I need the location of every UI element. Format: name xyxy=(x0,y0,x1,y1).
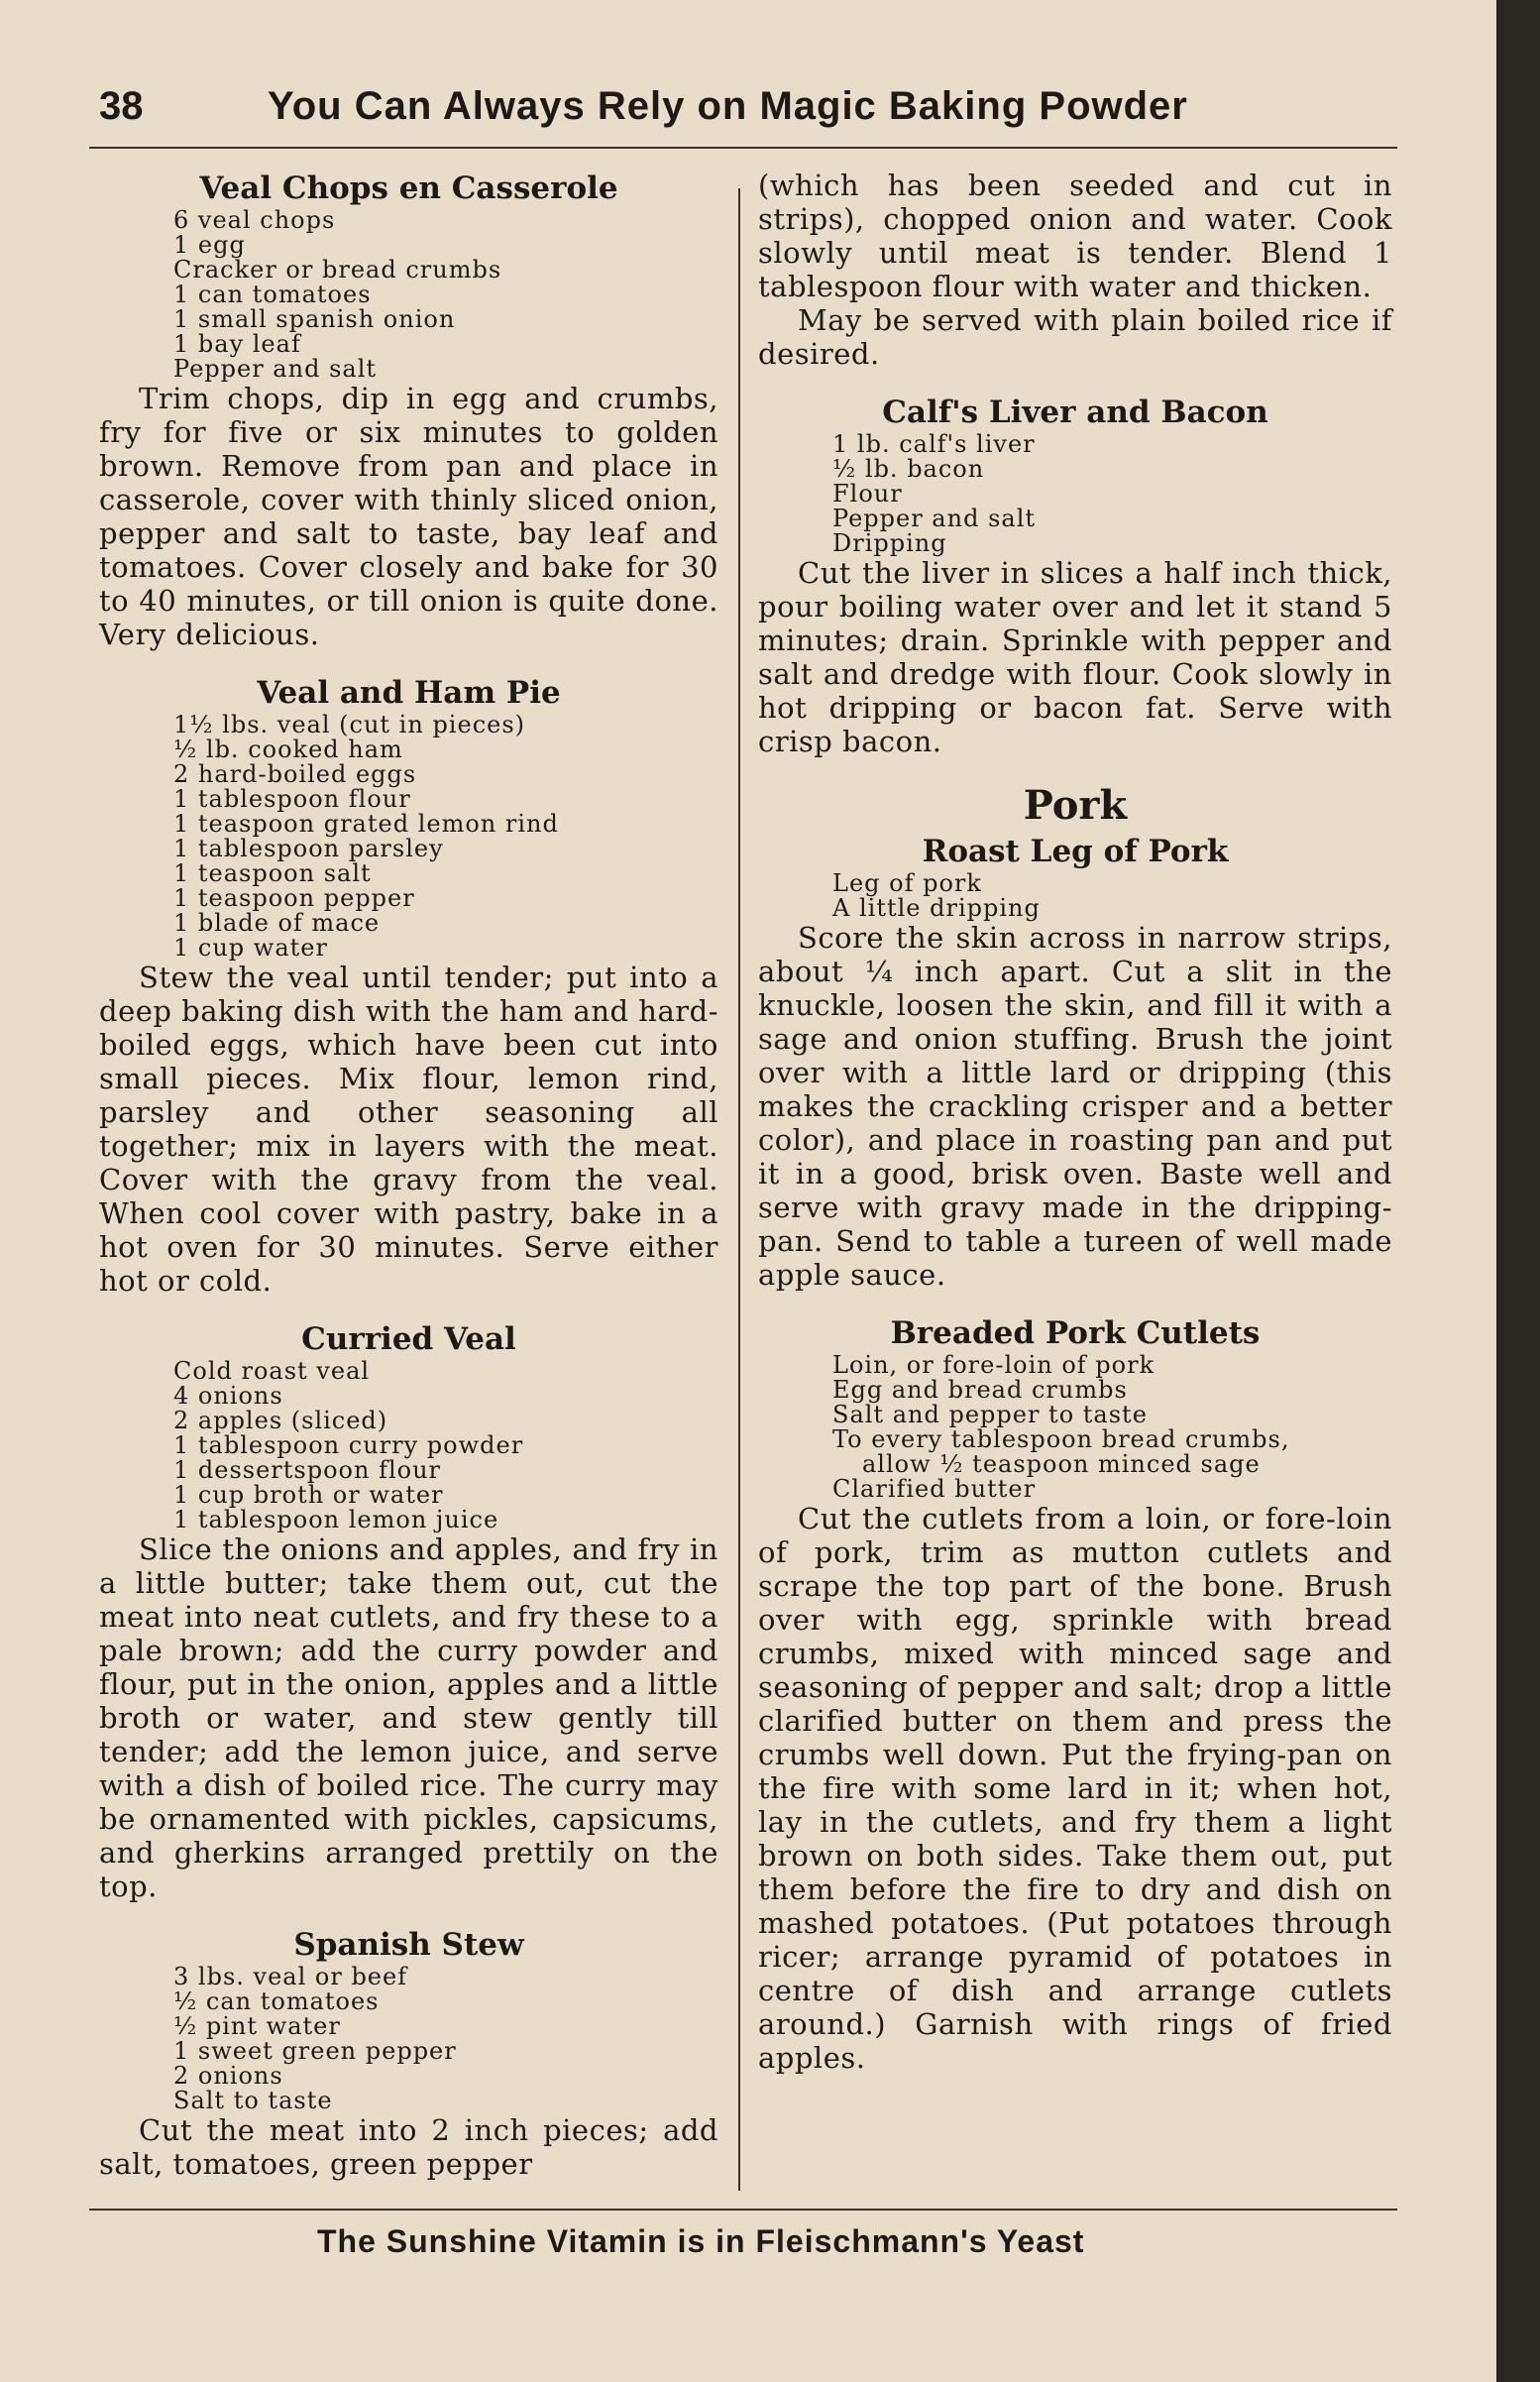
ingredient: Leg of pork xyxy=(832,869,982,897)
ingredient: 3 lbs. veal or beef xyxy=(173,1963,408,1990)
recipe-title: Veal and Ham Pie xyxy=(257,675,561,711)
ingredient: 1 can tomatoes xyxy=(173,281,372,308)
recipe-method: Score the skin across in narrow strips, about ¼ inch apart. Cut a slit in the knuckle, loosen the skin, and fill it with a sage and onion stuffing. Brush the joint over with a little lard or dripping (this makes the crackling crisper and a better color), and place in roasting pan and put it in a good, brisk oven. Baste well and serve with gravy made in the dripping-pan. Send to table a tureen of well made apple sauce. xyxy=(758,921,1392,1292)
ingredient: To every tablespoon bread crumbs, xyxy=(832,1425,1290,1453)
ingredient: 1 blade of mace xyxy=(173,909,381,937)
recipe-roast-leg-of-pork xyxy=(758,832,1392,1292)
recipe-title: Roast Leg of Pork xyxy=(922,834,1229,869)
ingredient: allow ½ teaspoon minced sage xyxy=(862,1450,1261,1478)
ingredient: 2 hard-boiled eggs xyxy=(173,760,417,788)
ingredient: 1 teaspoon salt xyxy=(173,859,372,887)
ingredient: 1½ lbs. veal (cut in pieces) xyxy=(173,711,526,738)
ingredient: 1 egg xyxy=(173,231,246,259)
ingredient: Loin, or fore-loin of pork xyxy=(832,1351,1155,1379)
column-divider xyxy=(738,188,740,2191)
ingredient: 1 sweet green pepper xyxy=(173,2037,457,2065)
ingredient: 1 dessertspoon flour xyxy=(173,1456,442,1484)
recipe-veal-ham-pie xyxy=(99,673,718,1298)
recipe-spanish-stew-continued xyxy=(758,169,1392,371)
recipe-method: Stew the veal until tender; put into a deep baking dish with the ham and hard-boiled eggs, which have been cut into small pieces. Mix flour, lemon rind, parsley and other seasoning all together; mix in layers with the meat. Cover with the gravy from the veal. When cool cover with pastry, bake in a hot oven for 30 minutes. Serve either hot or cold. xyxy=(99,961,718,1298)
ingredient: Pepper and salt xyxy=(832,505,1037,532)
ingredient: ½ lb. cooked ham xyxy=(173,736,403,763)
ingredient: 6 veal chops xyxy=(173,206,336,234)
right-column xyxy=(758,169,1392,2097)
ingredient: ½ lb. bacon xyxy=(832,455,985,483)
ingredient: 2 onions xyxy=(173,2062,283,2090)
ingredient-list xyxy=(99,208,718,382)
ingredient: 4 onions xyxy=(173,1382,283,1410)
ingredient: Pepper and salt xyxy=(173,355,378,383)
header-rule xyxy=(89,147,1397,149)
left-column xyxy=(99,169,718,2203)
ingredient: 1 tablespoon parsley xyxy=(173,835,444,862)
ingredient: Salt and pepper to taste xyxy=(832,1401,1148,1428)
recipe-curried-veal xyxy=(99,1319,718,1903)
ingredient-list xyxy=(758,871,1392,921)
page-number: 38 xyxy=(99,84,144,128)
ingredient-list xyxy=(99,1359,718,1532)
ingredient-list xyxy=(758,1353,1392,1502)
ingredient: 1 tablespoon lemon juice xyxy=(173,1506,499,1533)
recipe-breaded-pork-cutlets xyxy=(758,1313,1392,2075)
ingredient: 1 small spanish onion xyxy=(173,305,456,333)
ingredient: 1 bay leaf xyxy=(173,330,301,358)
ingredient-list xyxy=(99,713,718,961)
ingredient: 1 teaspoon pepper xyxy=(173,884,415,912)
recipe-title: Veal Chops en Casserole xyxy=(199,170,618,206)
footer-advert: The Sunshine Vitamin is in Fleischmann's Yeast xyxy=(317,2223,1085,2259)
ingredient: 1 tablespoon flour xyxy=(173,785,411,813)
ingredient: 1 teaspoon grated lemon rind xyxy=(173,810,559,838)
recipe-title: Breaded Pork Cutlets xyxy=(890,1315,1261,1351)
ingredient-list xyxy=(758,432,1392,556)
page-header xyxy=(99,84,1407,144)
ingredient: A little dripping xyxy=(832,894,1041,922)
ingredient: Dripping xyxy=(832,529,947,557)
recipe-serving-note: May be served with plain boiled rice if desired. xyxy=(758,303,1392,371)
recipe-method: Trim chops, dip in egg and crumbs, fry for five or six minutes to golden brown. Remove from pan and place in casserole, cover with thinly sliced onion, pepper and salt to taste, bay leaf and tomatoes. Cover closely and bake for 30 to 40 minutes, or till onion is quite done. Very delicious. xyxy=(99,382,718,651)
ingredient: Salt to taste xyxy=(173,2087,333,2114)
recipe-method: Cut the liver in slices a half inch thick, pour boiling water over and let it stand 5 minutes; drain. Sprinkle with pepper and salt and dredge with flour. Cook slowly in hot dripping or bacon fat. Serve with crisp bacon. xyxy=(758,556,1392,758)
section-title-pork: Pork xyxy=(1023,782,1128,829)
footer-rule xyxy=(89,2209,1397,2211)
recipe-spanish-stew xyxy=(99,1925,718,2181)
recipe-calfs-liver xyxy=(758,393,1392,758)
recipe-veal-chops xyxy=(99,169,718,651)
ingredient: 1 cup broth or water xyxy=(173,1481,444,1509)
recipe-title: Spanish Stew xyxy=(293,1927,524,1963)
ingredient: Cold roast veal xyxy=(173,1357,371,1385)
ingredient: 1 cup water xyxy=(173,934,328,962)
page-title: You Can Always Rely on Magic Baking Powder xyxy=(268,84,1188,128)
ingredient: 1 tablespoon curry powder xyxy=(173,1431,524,1459)
ingredient: Cracker or bread crumbs xyxy=(173,256,502,284)
recipe-method: Slice the onions and apples, and fry in a little butter; take them out, cut the meat into neat cutlets, and fry these to a pale brown; add the curry powder and flour, put in the onion, apples and a little broth or water, and stew gently till tender; add the lemon juice, and serve with a dish of boiled rice. The curry may be ornamented with pickles, capsicums, and gherkins arranged prettily on the top. xyxy=(99,1532,718,1903)
ingredient: Clarified butter xyxy=(832,1475,1037,1503)
recipe-method: Cut the meat into 2 inch pieces; add salt, tomatoes, green pepper xyxy=(99,2113,718,2181)
recipe-title: Curried Veal xyxy=(301,1321,516,1357)
ingredient: Flour xyxy=(832,480,903,508)
ingredient-list xyxy=(99,1965,718,2113)
recipe-title: Calf's Liver and Bacon xyxy=(882,395,1268,430)
recipe-method-continued: (which has been seeded and cut in strips), chopped onion and water. Cook slowly until meat is tender. Blend 1 tablespoon flour with water and thicken. xyxy=(758,169,1392,303)
ingredient: ½ can tomatoes xyxy=(173,1987,380,2015)
recipe-method: Cut the cutlets from a loin, or fore-loin of pork, trim as mutton cutlets and scrape the top part of the bone. Brush over with egg, sprinkle with bread crumbs, mixed with minced sage and seasoning of pepper and salt; drop a little clarified butter on them and press the crumbs well down. Put the frying-pan on the fire with some lard in it; when hot, lay in the cutlets, and fry them a light brown on both sides. Take them out, put them before the fire to dry and dish on mashed potatoes. (Put potatoes through ricer; arrange pyramid of potatoes in centre of dish and arrange cutlets around.) Garnish with rings of fried apples. xyxy=(758,1502,1392,2075)
ingredient: ½ pint water xyxy=(173,2012,341,2040)
ingredient: 2 apples (sliced) xyxy=(173,1407,388,1434)
ingredient: 1 lb. calf's liver xyxy=(832,430,1036,458)
ingredient: Egg and bread crumbs xyxy=(832,1376,1128,1404)
